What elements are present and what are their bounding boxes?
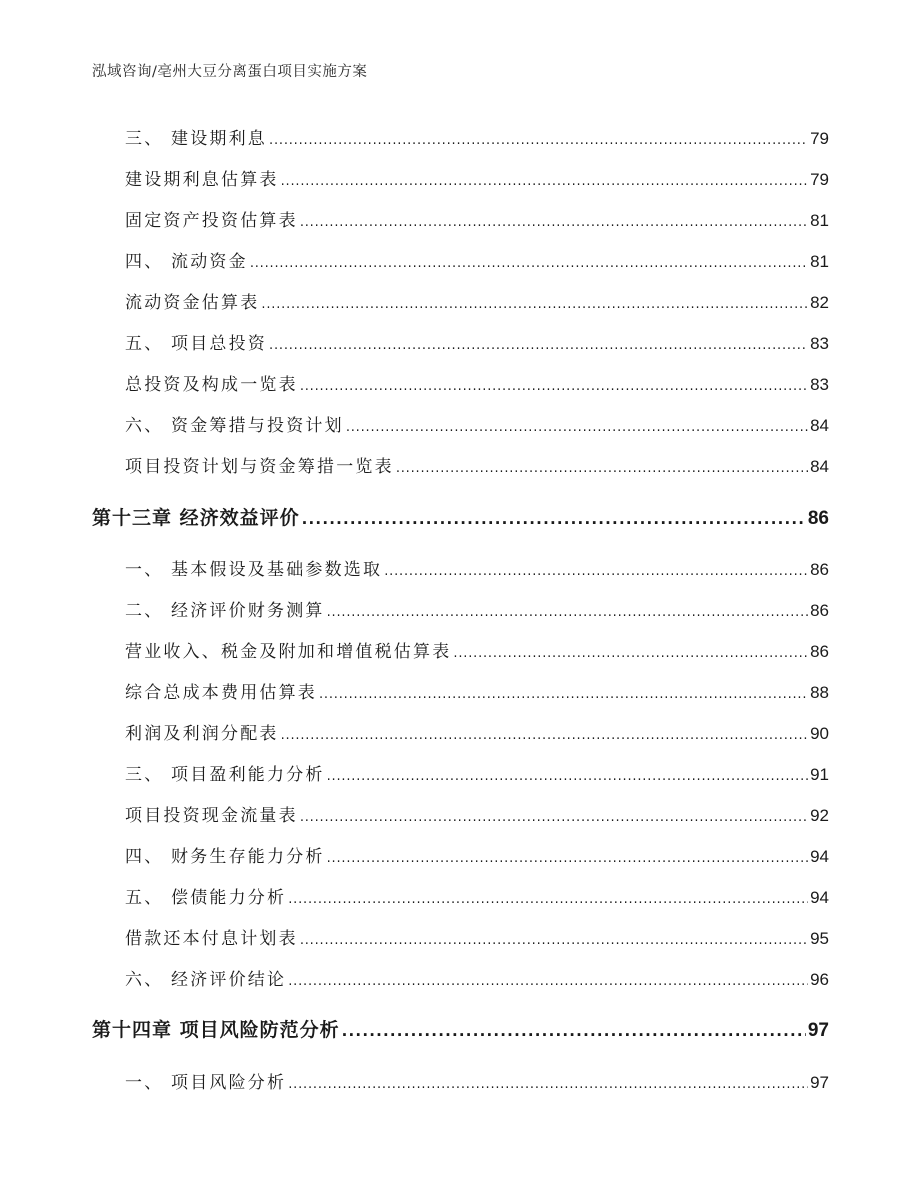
toc-entry-label: 二、 经济评价财务测算 (125, 601, 325, 621)
toc-entry[interactable] (125, 124, 829, 149)
toc-chapter-entry[interactable] (92, 503, 829, 530)
toc-entry-label: 总投资及构成一览表 (125, 375, 298, 395)
toc-leader-dots (342, 1019, 806, 1041)
toc-entry[interactable] (125, 924, 829, 949)
toc-leader-dots (396, 457, 808, 477)
toc-page-number: 88 (810, 683, 829, 702)
toc-entry[interactable] (125, 555, 829, 580)
toc-page-number: 84 (810, 457, 829, 476)
toc-entry-label: 流动资金估算表 (125, 293, 260, 313)
toc-leader-dots (327, 847, 808, 867)
toc-page-number: 79 (810, 170, 829, 189)
toc-chapter-label: 第十四章 项目风险防范分析 (92, 1019, 340, 1041)
toc-leader-dots (269, 334, 808, 354)
toc-entry[interactable] (125, 965, 829, 990)
toc-chapter-entry[interactable] (92, 1015, 829, 1042)
toc-entry[interactable] (125, 370, 829, 395)
toc-page-number: 94 (810, 847, 829, 866)
toc-leader-dots (327, 601, 808, 621)
toc-entry[interactable] (125, 760, 829, 785)
toc-page-number: 84 (810, 416, 829, 435)
toc-entry-label: 项目投资现金流量表 (125, 806, 298, 826)
toc-leader-dots (302, 507, 806, 529)
toc-entry[interactable] (125, 411, 829, 436)
toc-entry-label: 营业收入、税金及附加和增值税估算表 (125, 642, 452, 662)
toc-entry[interactable] (125, 452, 829, 477)
toc-entry-label: 项目投资计划与资金筹措一览表 (125, 457, 394, 477)
toc-page-number: 92 (810, 806, 829, 825)
toc-entry-label: 五、 项目总投资 (125, 334, 268, 354)
toc-entry-label: 一、 基本假设及基础参数选取 (125, 560, 383, 580)
toc-leader-dots (288, 1073, 808, 1093)
toc-leader-dots (269, 129, 808, 149)
toc-leader-dots (327, 765, 808, 785)
toc-leader-dots (300, 375, 808, 395)
toc-page-number: 97 (807, 1020, 829, 1041)
toc-entry[interactable] (125, 329, 829, 354)
toc-entry-label: 四、 财务生存能力分析 (125, 847, 325, 867)
toc-leader-dots (281, 724, 808, 744)
toc-entry[interactable] (125, 637, 829, 662)
toc-entry-label: 一、 项目风险分析 (125, 1073, 287, 1093)
toc-page-number: 83 (810, 375, 829, 394)
toc-entry-label: 固定资产投资估算表 (125, 211, 298, 231)
toc-entry[interactable] (125, 165, 829, 190)
toc-page-number: 86 (810, 642, 829, 661)
toc-page-number: 79 (810, 129, 829, 148)
toc-entry-label: 六、 经济评价结论 (125, 970, 287, 990)
toc-entry-label: 三、 建设期利息 (125, 129, 268, 149)
toc-page-number: 96 (810, 970, 829, 989)
toc-page-number: 83 (810, 334, 829, 353)
toc-entry-label: 借款还本付息计划表 (125, 929, 298, 949)
toc-entry[interactable] (125, 883, 829, 908)
toc-entry[interactable] (125, 206, 829, 231)
toc-leader-dots (300, 211, 808, 231)
toc-leader-dots (288, 970, 808, 990)
toc-page-number: 81 (810, 252, 829, 271)
toc-entry-label: 利润及利润分配表 (125, 724, 279, 744)
toc-page-number: 91 (810, 765, 829, 784)
toc-leader-dots (346, 416, 808, 436)
toc-entry[interactable] (125, 288, 829, 313)
toc-leader-dots (261, 293, 808, 313)
toc-entry-label: 建设期利息估算表 (125, 170, 279, 190)
toc-page-number: 94 (810, 888, 829, 907)
toc-entry[interactable] (125, 842, 829, 867)
toc-entry[interactable] (125, 801, 829, 826)
toc-page-number: 81 (810, 211, 829, 230)
toc-leader-dots (300, 806, 808, 826)
toc-page-number: 86 (810, 560, 829, 579)
toc-entry-label: 三、 项目盈利能力分析 (125, 765, 325, 785)
toc-leader-dots (288, 888, 808, 908)
toc-entry-label: 四、 流动资金 (125, 252, 248, 272)
toc-entry-label: 综合总成本费用估算表 (125, 683, 317, 703)
toc-entry[interactable] (125, 596, 829, 621)
toc-entry-label: 五、 偿债能力分析 (125, 888, 287, 908)
toc-page-number: 95 (810, 929, 829, 948)
toc-entry[interactable] (125, 247, 829, 272)
toc-page-number: 90 (810, 724, 829, 743)
toc-entry[interactable] (125, 678, 829, 703)
toc-entry[interactable] (125, 1068, 829, 1093)
toc-leader-dots (319, 683, 808, 703)
page-header: 泓域咨询/亳州大豆分离蛋白项目实施方案 (92, 64, 368, 80)
toc-leader-dots (384, 560, 808, 580)
toc-leader-dots (453, 642, 808, 662)
toc-page-number: 86 (807, 508, 829, 529)
toc-leader-dots (250, 252, 808, 272)
toc-leader-dots (300, 929, 808, 949)
toc-chapter-label: 第十三章 经济效益评价 (92, 507, 300, 529)
toc-page-number: 97 (810, 1073, 829, 1092)
toc-page-number: 82 (810, 293, 829, 312)
toc-entry-label: 六、 资金筹措与投资计划 (125, 416, 344, 436)
toc-leader-dots (281, 170, 808, 190)
toc-page-number: 86 (810, 601, 829, 620)
toc-entry[interactable] (125, 719, 829, 744)
